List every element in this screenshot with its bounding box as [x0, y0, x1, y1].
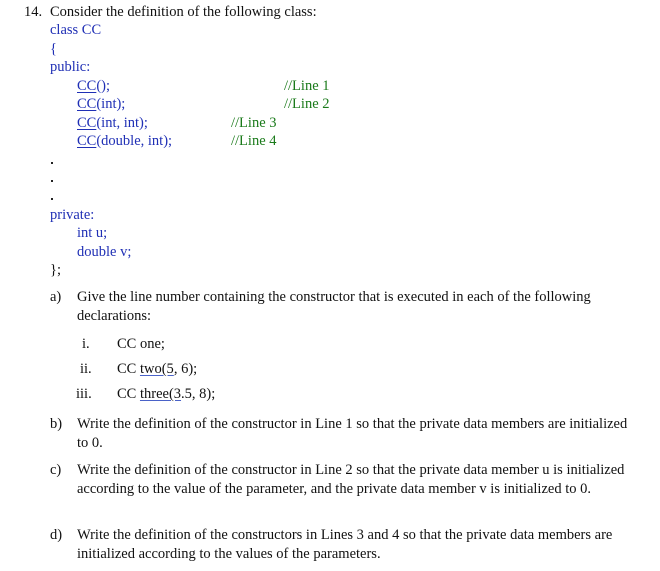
- part-d-label: d): [50, 527, 63, 543]
- declaration-name: one;: [139, 336, 165, 352]
- constructor-line-4: [77, 132, 172, 150]
- declaration-type: CC: [117, 336, 140, 352]
- part-d-text: Write the definition of the constructors in Lines 3 and 4 so that the private data members are initialized according to the values of the parameters.: [77, 527, 613, 562]
- private-label: private:: [50, 207, 95, 223]
- ellipsis-dot: [51, 198, 53, 200]
- member-u: int u;: [77, 225, 108, 241]
- class-declaration: class CC: [50, 22, 102, 38]
- constructor-line-1: [77, 77, 110, 95]
- line-1-comment: //Line 1: [284, 78, 330, 94]
- constructor-name: CC: [77, 133, 97, 149]
- constructor-params: (int, int);: [96, 115, 148, 131]
- declaration-type: CC: [117, 386, 140, 402]
- open-brace: {: [50, 41, 57, 57]
- constructor-name: CC: [77, 115, 97, 131]
- line-3-comment: //Line 3: [231, 115, 277, 131]
- constructor-name: CC: [77, 78, 97, 94]
- ellipsis-dot: [51, 180, 53, 182]
- item-iii-number: iii.: [76, 386, 92, 402]
- declaration-rest: .5, 8);: [181, 386, 216, 402]
- constructor-params: (int);: [96, 96, 126, 112]
- part-c-text: Write the definition of the constructor in Line 2 so that the private data member u is initialized according to the value of the parameter, and the private data member v is initialized to 0.: [77, 462, 625, 497]
- constructor-line-2: [77, 95, 125, 113]
- declaration-two: [117, 360, 197, 378]
- declaration-name: three(3: [139, 386, 182, 402]
- member-v: double v;: [77, 244, 132, 260]
- declaration-three: [117, 385, 215, 403]
- part-b-text: Write the definition of the constructor in Line 1 so that the private data members are initialized to 0.: [77, 416, 628, 451]
- constructor-params: ();: [96, 78, 111, 94]
- declaration-one: [117, 335, 165, 353]
- item-i-number: i.: [82, 336, 90, 352]
- declaration-name: two(5: [139, 361, 174, 377]
- part-a-text: Give the line number containing the constructor that is executed in each of the following declarations:: [77, 289, 591, 324]
- ellipsis-dot: [51, 162, 53, 164]
- part-a-label: a): [50, 289, 62, 305]
- constructor-name: CC: [77, 96, 97, 112]
- close-brace: };: [50, 262, 61, 278]
- part-b-label: b): [50, 416, 63, 432]
- declaration-type: CC: [117, 361, 140, 377]
- public-label: public:: [50, 59, 91, 75]
- constructor-params: (double, int);: [96, 133, 173, 149]
- part-c-label: c): [50, 462, 62, 478]
- question-number: 14.: [24, 4, 43, 20]
- item-ii-number: ii.: [80, 361, 92, 377]
- line-4-comment: //Line 4: [231, 133, 277, 149]
- declaration-rest: , 6);: [173, 361, 198, 377]
- line-2-comment: //Line 2: [284, 96, 330, 112]
- constructor-line-3: [77, 114, 148, 132]
- question-title: Consider the definition of the following class:: [50, 4, 317, 20]
